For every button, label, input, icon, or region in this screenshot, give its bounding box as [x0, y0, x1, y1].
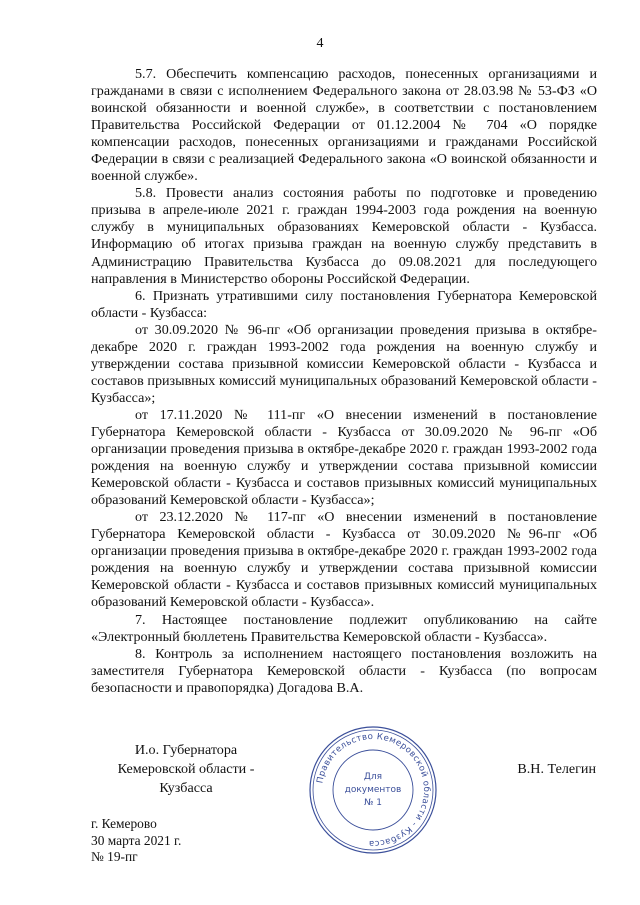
paragraph-6: 6. Признать утратившими силу постановления Губернатора Кемеровской области - Кузбасса: — [91, 287, 597, 321]
paragraph-5-8: 5.8. Провести анализ состояния работы по подготовке и проведению призыва в апреле-июле 2021 г. граждан 1994-2003 года рождения на военную службу в муниципальных образованиях Кемеровской области - Кузбасса. Информацию об итогах призыва граждан на военную службу представить в Администрацию Правительства Кузбасса до 09.08.2021 для последующего направления в Министерство обороны Российской Федерации. — [91, 185, 597, 287]
paragraph-6-item-3: от 23.12.2020 № 117-пг «О внесении изменений в постановление Губернатора Кемеровской области - Кузбасса от 30.09.2020 №96-пг «Об организации проведения призыва в октябре-декабре 2020 г. граждан 1993-2002 года рождения на военную службу и утверждении состава призывной комиссии Кемеровской области - Кузбасса и составов призывных комиссий муниципальных образований Кемеровской области - Кузбасса». — [91, 509, 597, 611]
footer-date: 30 марта 2021 г. — [91, 832, 182, 848]
page-number: 4 — [316, 36, 324, 51]
seal-center-line-1: Для — [363, 772, 383, 782]
seal-ring-text: Правительство Кемеровской области - Кузбасса — [315, 731, 432, 849]
signatory-title-line-2: Кемеровской области - Кузбасса — [117, 761, 255, 796]
document-footer — [91, 816, 181, 866]
official-seal — [307, 724, 439, 856]
document-body — [91, 66, 597, 697]
paragraph-6-item-1: от 30.09.2020 № 96-пг «Об организации проведения призыва в октябре-декабре 2020 г. граждан 1993-2002 года рождения на военную службу и утверждении состава призывной комиссии Кемеровской области - Кузбасса и составов призывных комиссий муниципальных образований Кемеровской области - Кузбасса»; — [91, 321, 597, 406]
paragraph-8: 8. Контроль за исполнением настоящего постановления возложить на заместителя Губернатора Кемеровской области - Кузбасса (по вопросам безопасности и правопорядка) Догадова В.А. — [91, 645, 597, 696]
signatory-title — [96, 741, 276, 798]
seal-center-line-3: № 1 — [364, 798, 382, 808]
paragraph-6-item-2: от 17.11.2020 № 111-пг «О внесении изменений в постановление Губернатора Кемеровской области - Кузбасса от 30.09.2020 № 96-пг «Об организации проведения призыва в октябре-декабре 2020 г. граждан 1993-2002 года рождения на военную службу и утверждении состава призывной комиссии Кемеровской области - Кузбасса и составов призывных комиссий муниципальных образований Кемеровской области - Кузбасса»; — [91, 406, 597, 509]
signatory-title-line-1: И.о. Губернатора — [134, 742, 238, 758]
signatory-name: В.Н. Телегин — [517, 761, 596, 777]
footer-city: г. Кемерово — [91, 816, 157, 831]
footer-number: № 19-пг — [91, 849, 138, 864]
seal-center-line-2: документов — [344, 785, 402, 795]
paragraph-7: 7. Настоящее постановление подлежит опубликованию на сайте «Электронный бюллетень Правительства Кемеровской области - Кузбасса». — [91, 611, 597, 645]
paragraph-5-7: 5.7. Обеспечить компенсацию расходов, понесенных организациями и гражданами в связи с исполнением Федерального закона от 28.03.98 № 53-ФЗ «О воинской обязанности и военной службе», в соответствии с постановлением Правительства Российской Федерации от 01.12.2004 № 704 «О порядке компенсации расходов, понесенных организациями и гражданами Российской Федерации в связи с реализацией Федерального закона «О воинской обязанности и военной службе». — [91, 66, 597, 185]
